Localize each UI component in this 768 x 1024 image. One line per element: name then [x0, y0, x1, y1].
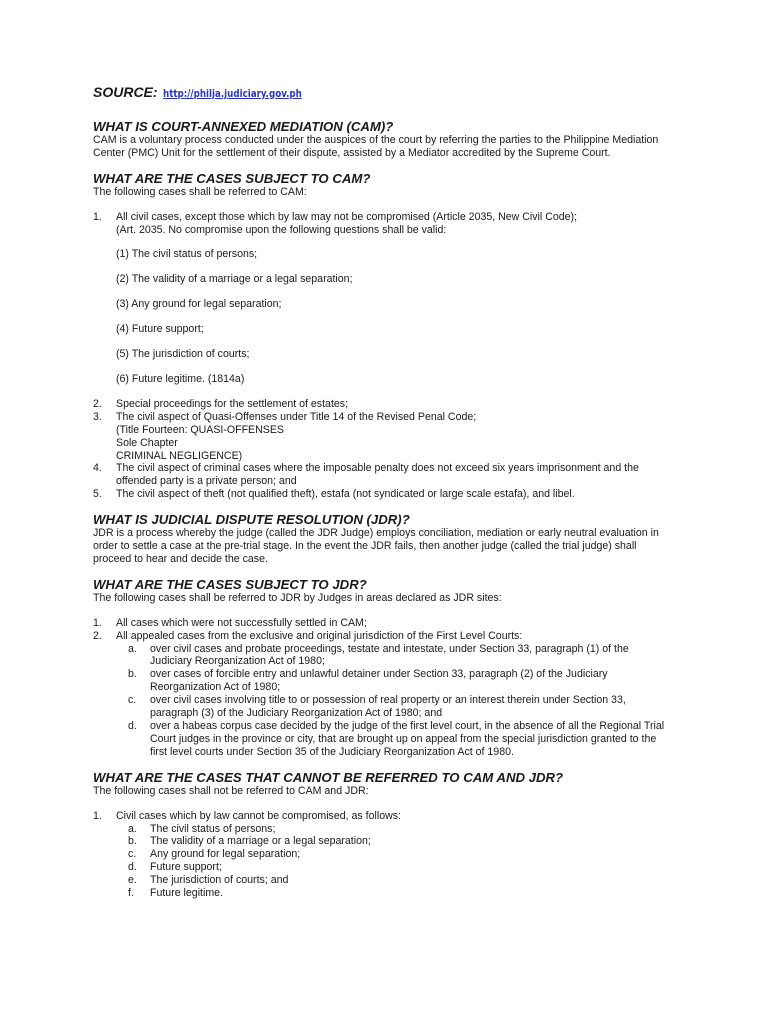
sub-text: over cases of forcible entry and unlawful detainer under Section 33, paragraph (2) of the Judiciary Reorganization Act of 1980; — [150, 668, 608, 694]
list-text: All appealed cases from the exclusive and original jurisdiction of the First Level Courts: — [116, 629, 523, 642]
sub-item — [93, 668, 665, 694]
sub-item: (1) The civil status of persons; — [116, 248, 258, 261]
heading-cam: WHAT IS COURT-ANNEXED MEDIATION (CAM)? — [93, 118, 394, 134]
excluded-intro: The following cases shall not be referred to CAM and JDR: — [93, 784, 369, 797]
sub-letter: b. — [128, 835, 137, 848]
sub-text: The validity of a marriage or a legal separation; — [150, 835, 371, 848]
sub-text: Any ground for legal separation; — [150, 848, 301, 861]
section-cam-cases — [93, 171, 665, 501]
list-item — [93, 488, 665, 501]
sub-letter: f. — [128, 887, 134, 900]
sub-item — [93, 720, 665, 759]
sub-letter: d. — [128, 720, 137, 732]
list-number: 2. — [93, 629, 102, 642]
list-continuation: (Art. 2035. No compromise upon the following questions shall be valid: — [116, 223, 447, 236]
document-page — [93, 86, 665, 900]
sub-item — [93, 823, 665, 836]
title-line: Sole Chapter — [116, 436, 178, 449]
sub-letter: b. — [128, 668, 137, 681]
sub-letter: a. — [128, 822, 137, 835]
sub-item — [93, 835, 665, 848]
sub-text: over civil cases involving title to or possession of real property or an interest therein under Section 33, paragraph (3) of the Judiciary Reorganization Act of 1980; and — [150, 694, 626, 720]
sub-item: (4) Future support; — [116, 323, 204, 336]
list-item — [93, 630, 665, 643]
list-number: 4. — [93, 462, 102, 475]
jdr-cases-intro: The following cases shall be referred to JDR by Judges in areas declared as JDR sites: — [93, 591, 502, 604]
list-number: 2. — [93, 397, 102, 410]
sub-item: (6) Future legitime. (1814a) — [116, 372, 245, 385]
list-text: The civil aspect of theft (not qualified theft), estafa (not syndicated or large scale estafa), and libel. — [116, 488, 575, 501]
sub-item — [93, 887, 665, 900]
sub-item: (5) The jurisdiction of courts; — [116, 348, 250, 361]
sub-letter: c. — [128, 694, 137, 707]
source-label: SOURCE: — [93, 84, 158, 100]
sub-text: The jurisdiction of courts; and — [150, 874, 289, 887]
sub-item — [93, 643, 665, 669]
sub-text: The civil status of persons; — [150, 822, 276, 835]
list-text: The civil aspect of Quasi-Offenses under Title 14 of the Revised Penal Code; — [116, 410, 477, 423]
list-number: 1. — [93, 616, 102, 629]
list-item — [93, 411, 665, 424]
cam-cases-intro: The following cases shall be referred to CAM: — [93, 185, 307, 198]
jdr-definition: JDR is a process whereby the judge (called the JDR Judge) employs conciliation, mediation or early neutral evaluation in order to settle a case at the pre-trial stage. In the event the JDR fails, then another judge (called the trial judge) shall proceed to hear and decide the case. — [93, 527, 659, 565]
sub-letter: c. — [128, 848, 137, 861]
sub-letter: e. — [128, 874, 137, 887]
sub-item — [93, 861, 665, 874]
section-jdr — [93, 512, 665, 566]
heading-cam-cases: WHAT ARE THE CASES SUBJECT TO CAM? — [93, 170, 371, 186]
section-excluded-cases — [93, 770, 665, 900]
sub-item — [93, 874, 665, 887]
title-line: CRIMINAL NEGLIGENCE) — [116, 449, 243, 462]
sub-item — [93, 694, 665, 720]
list-number: 5. — [93, 488, 102, 501]
list-item — [93, 398, 665, 411]
source-line — [93, 86, 665, 101]
list-item — [93, 462, 665, 488]
sub-letter: a. — [128, 642, 137, 655]
sub-item: (2) The validity of a marriage or a legal separation; — [116, 273, 353, 286]
list-text: All civil cases, except those which by law may not be compromised (Article 2035, New Civil Code); — [116, 210, 578, 223]
heading-excluded-cases: WHAT ARE THE CASES THAT CANNOT BE REFERRED TO CAM AND JDR? — [93, 769, 564, 785]
cam-definition: CAM is a voluntary process conducted under the auspices of the court by referring the parties to the Philippine Mediation Center (PMC) Unit for the settlement of their dispute, assisted by a Mediator accredited by the Supreme Court. — [93, 133, 659, 159]
list-text: Civil cases which by law cannot be compromised, as follows: — [116, 809, 401, 822]
list-number: 3. — [93, 410, 102, 423]
section-jdr-cases — [93, 577, 665, 759]
list-number: 1. — [93, 210, 102, 223]
heading-jdr: WHAT IS JUDICIAL DISPUTE RESOLUTION (JDR)? — [93, 512, 410, 528]
sub-text: over a habeas corpus case decided by the judge of the first level court, in the absence of all the Regional Trial Court judges in the province or city, that are brought up on appeal from the special jurisdiction granted to the first level courts under Section 35 of the Judiciary Reorganization Act of 1980. — [150, 720, 665, 758]
list-item — [93, 810, 665, 823]
source-link[interactable]: http://philja.judiciary.gov.ph — [162, 87, 302, 100]
sub-item: (3) Any ground for legal separation; — [116, 298, 282, 311]
sub-text: Future legitime. — [150, 887, 224, 900]
title-line: (Title Fourteen: QUASI-OFFENSES — [116, 423, 284, 436]
sub-letter: d. — [128, 861, 137, 874]
sub-text: over civil cases and probate proceedings, testate and intestate, under Section 33, paragraph (1) of the Judiciary Reorganization Act of 1980; — [150, 642, 629, 668]
heading-jdr-cases: WHAT ARE THE CASES SUBJECT TO JDR? — [93, 576, 367, 592]
list-item — [93, 617, 665, 630]
list-number: 1. — [93, 809, 102, 822]
list-text: The civil aspect of criminal cases where the imposable penalty does not exceed six years imprisonment and the offended party is a private person; and — [116, 462, 639, 488]
sub-text: Future support; — [150, 861, 222, 874]
list-text: All cases which were not successfully settled in CAM; — [116, 616, 367, 629]
list-text: Special proceedings for the settlement of estates; — [116, 397, 349, 410]
list-item — [93, 211, 665, 224]
sub-item — [93, 848, 665, 861]
